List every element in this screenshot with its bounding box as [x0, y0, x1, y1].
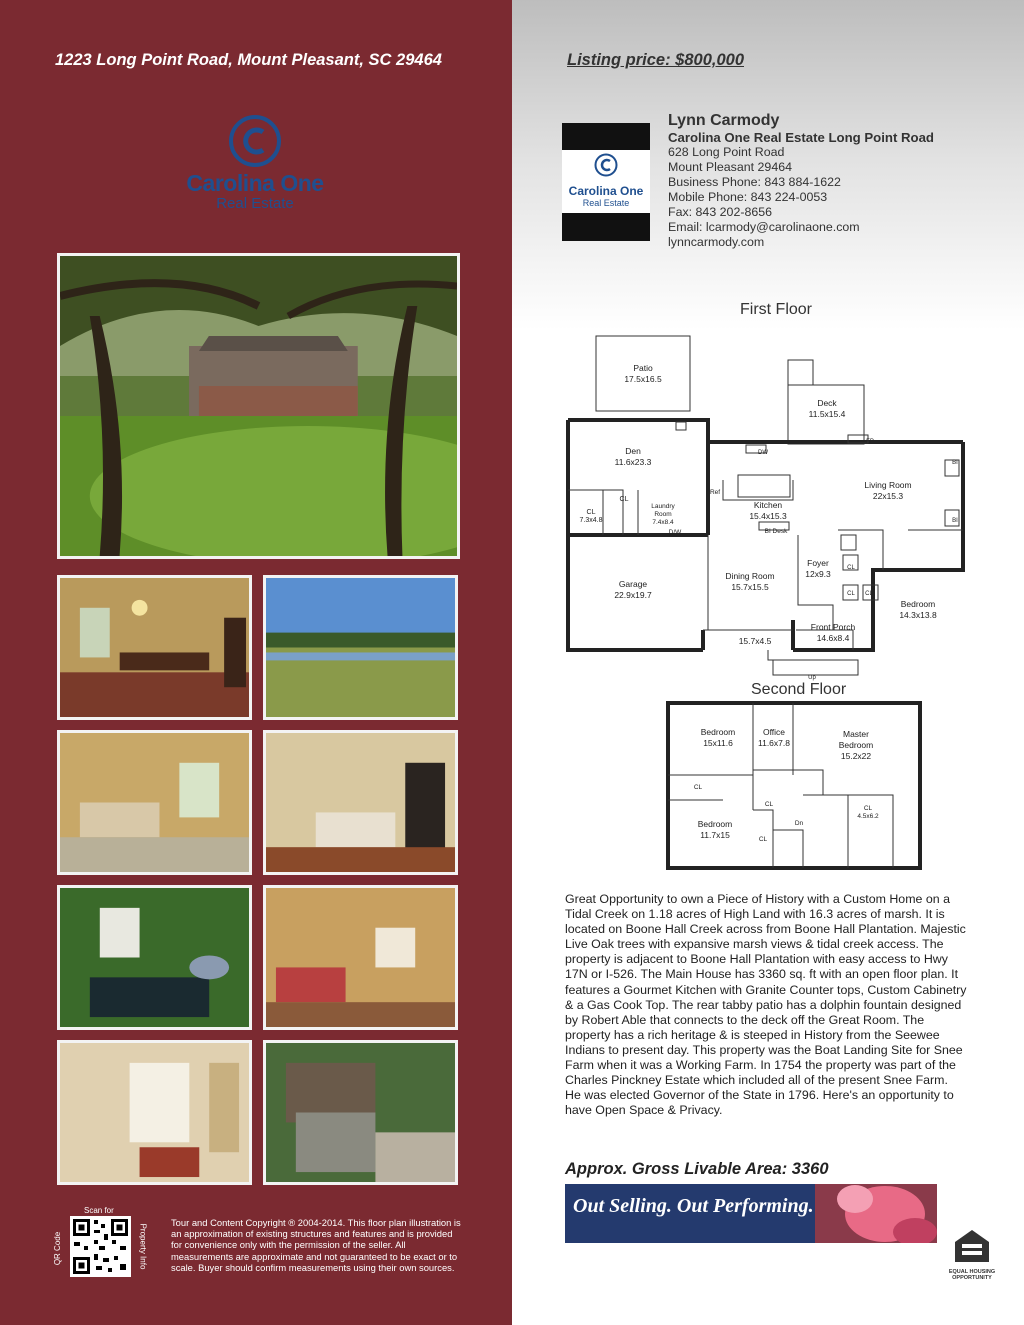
refrigerator-label: Ref	[709, 489, 721, 496]
down-label: Dn	[794, 820, 804, 827]
closet-label: CL	[758, 836, 768, 843]
dishwasher-label: DW	[758, 450, 768, 456]
dining-room-label: Dining Room	[725, 571, 775, 581]
kitchen-size: 15.4x15.3	[749, 511, 787, 521]
qr-caption-left: QR Code	[53, 1231, 63, 1266]
listing-price: Listing price: $800,000	[567, 51, 744, 69]
closet-label: CL	[847, 591, 855, 597]
banner-slogan: Out Selling. Out Performing.	[573, 1195, 814, 1217]
agent-website: lynncarmody.com	[668, 235, 765, 249]
logo-ring-icon	[594, 153, 618, 177]
closet-label: CL	[847, 565, 855, 571]
closet-label: CL	[764, 801, 774, 808]
qr-caption-right: Property Info	[138, 1223, 148, 1270]
closet-label: CL	[619, 496, 629, 503]
built-in-label: BI	[952, 460, 958, 466]
agent-business-phone: Business Phone: 843 884-1622	[668, 175, 841, 189]
equal-housing-logo	[943, 1228, 1001, 1281]
living-room-photo	[263, 885, 458, 1030]
deck-photo	[263, 1040, 458, 1185]
dishwasher-label: D/W	[668, 529, 682, 536]
agent-mobile-phone: Mobile Phone: 843 224-0053	[668, 190, 828, 204]
second-floor-title: Second Floor	[751, 681, 847, 698]
bedroom-photo	[57, 730, 252, 875]
deck-size: 11.5x15.4	[808, 409, 846, 419]
equal-housing-text-2: OPPORTUNITY	[952, 1275, 992, 1281]
logo-name: Carolina One	[568, 184, 644, 198]
storage-size: 15.7x4.5	[738, 636, 772, 646]
equal-housing-text: EQUAL HOUSING	[948, 1269, 996, 1275]
up-label: Up	[808, 675, 816, 681]
logo-tagline: Real Estate	[582, 198, 630, 208]
master-size: 15.2x22	[840, 751, 872, 761]
patio-size: 17.5x16.5	[624, 374, 662, 384]
garage-size: 22.9x19.7	[614, 590, 652, 600]
closet-size: 4.5x6.2	[857, 813, 879, 820]
den-label: Den	[625, 446, 641, 456]
den-size: 11.6x23.3	[614, 457, 652, 467]
house-icon	[953, 1228, 991, 1264]
qr-code-icon[interactable]	[70, 1216, 131, 1277]
agent-email: Email: lcarmody@carolinaone.com	[668, 220, 860, 234]
foyer-photo	[57, 1040, 252, 1185]
living-room-label: Living Room	[864, 480, 912, 490]
kitchen-label: Kitchen	[753, 500, 783, 510]
bedroom-size: 11.7x15	[700, 830, 730, 840]
bedroom-label: Bedroom	[700, 727, 736, 737]
deck-label: Deck	[817, 398, 837, 408]
front-porch-size: 14.6x8.4	[816, 633, 850, 643]
fireplace-label: FP	[866, 439, 874, 445]
front-porch-label: Front Porch	[810, 622, 856, 632]
logo-tagline: Real Estate	[216, 195, 294, 212]
property-description: Great Opportunity to own a Piece of History with a Custom Home on a Tidal Creek on 1.18 acres of High Land with 16.3 acres of marsh. It is located on Boone Hall Creek across from Boone Hall Plantation. Majestic Live Oak trees with expansive marsh views & tidal creek access. The property is adjacent to Boone Hall Plantation with easy access to Hwy 17N or I-526. The Main House has 3360 sq. ft with an open floor plan. It features a Gourmet Kitchen with Granite Counter tops, Custom Cabinetry & a Gas Cook Top. The rear tabby patio has a dolphin fountain designed by Robert Able that connects to the deck off the Great Room. The property has a rich heritage & is steeped in History from the Seewee Indians to present day. This property was the Boat Landing Site for Snee Farm when it was a Working Farm. In 1754 the property was part of the Charles Pinckney Estate which included all of the present Snee Farm. He was elected Governor of the State in 1796. Here's an opportunity to have Open Space & Privacy.	[565, 892, 967, 1118]
main-house-photo	[57, 253, 460, 559]
foyer-size: 12x9.3	[805, 569, 831, 579]
closet-size: 7.3x4.8	[579, 517, 603, 524]
agent-city: Mount Pleasant 29464	[668, 160, 792, 174]
agent-contact-block	[668, 111, 934, 250]
logo-ring-icon	[228, 114, 282, 168]
agent-brand-logo	[562, 123, 650, 241]
second-floor-plan	[663, 700, 923, 872]
office-size: 11.6x7.8	[758, 738, 790, 748]
property-address: 1223 Long Point Road, Mount Pleasant, SC 29464	[55, 51, 442, 69]
gross-livable-area: Approx. Gross Livable Area: 3360	[565, 1160, 829, 1178]
built-in-label: BI	[952, 518, 958, 524]
first-floor-plan	[563, 330, 973, 685]
master-label-2: Bedroom	[838, 740, 874, 750]
agent-fax: Fax: 843 202-8656	[668, 205, 773, 219]
kitchen-photo	[263, 730, 458, 875]
brand-logo	[165, 114, 345, 224]
fountain-photo	[57, 885, 252, 1030]
office-label: Office	[762, 727, 786, 737]
living-room-size: 22x15.3	[872, 491, 904, 501]
copyright-notice: Tour and Content Copyright ® 2004-2014. This floor plan illustration is an approximation of existing structures and features and is provided for convenience only with the permission of the seller. All measurements are approximate and not guaranteed to be exact or to scale. Buyer should confirm measurements using their own sources.	[171, 1217, 461, 1273]
closet-label: CL	[693, 784, 703, 791]
bedroom-size: 15x11.6	[703, 738, 733, 748]
bedroom-label: Bedroom	[697, 819, 733, 829]
patio-label: Patio	[633, 363, 653, 373]
laundry-size: 7.4x8.4	[652, 519, 674, 526]
built-in-desk-label: BI Desk	[764, 528, 788, 535]
first-floor-title: First Floor	[740, 301, 812, 318]
dining-room-photo	[57, 575, 252, 720]
laundry-label-2: Room	[654, 511, 672, 518]
foyer-label: Foyer	[807, 558, 829, 568]
closet-label: CL	[586, 509, 596, 516]
master-label: Master	[843, 729, 869, 739]
dining-room-size: 15.7x15.5	[731, 582, 769, 592]
laundry-label: Laundry	[651, 503, 675, 510]
bedroom-size: 14.3x13.8	[899, 610, 937, 620]
agent-company: Carolina One Real Estate Long Point Road	[668, 130, 934, 145]
qr-caption-top: Scan for	[84, 1206, 114, 1215]
garage-label: Garage	[618, 579, 648, 589]
marsh-view-photo	[263, 575, 458, 720]
qr-block	[53, 1206, 148, 1282]
bedroom-label: Bedroom	[900, 599, 936, 609]
closet-label: CL	[863, 805, 873, 812]
closet-label: CL	[865, 591, 873, 597]
agent-street: 628 Long Point Road	[668, 145, 785, 159]
agent-name: Lynn Carmody	[668, 112, 780, 129]
logo-name: Carolina One	[186, 170, 324, 196]
slogan-banner	[565, 1184, 937, 1243]
